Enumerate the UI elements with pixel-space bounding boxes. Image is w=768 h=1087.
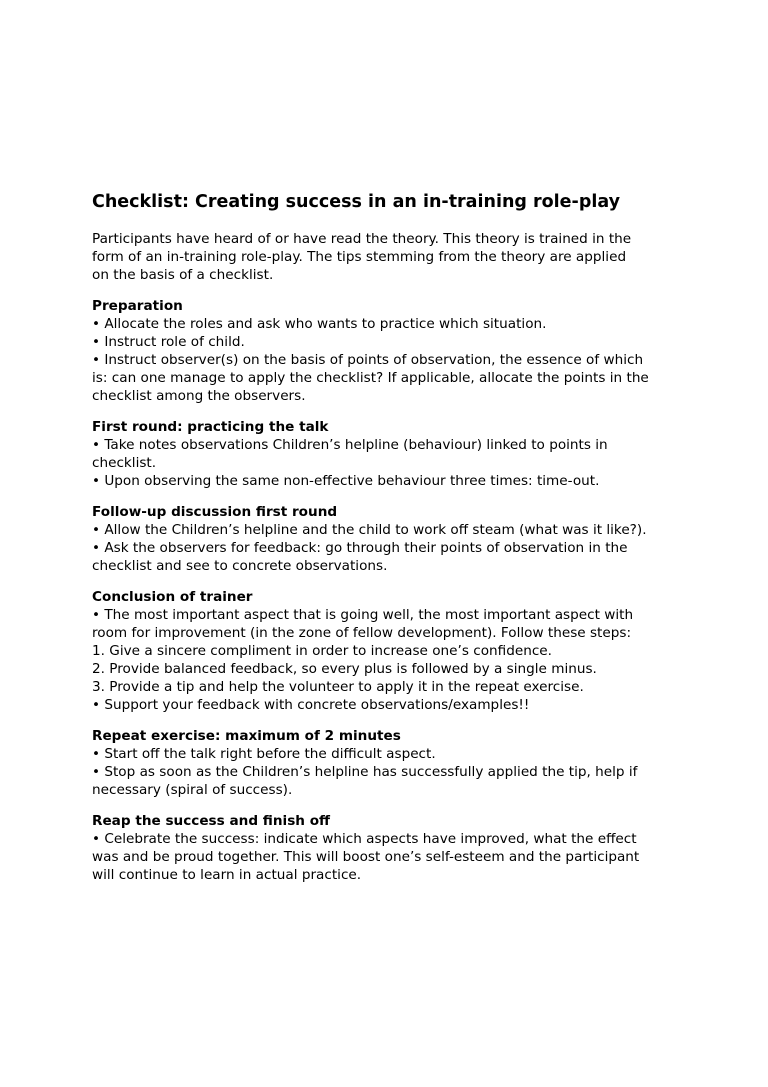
section-line: checklist. (92, 455, 157, 471)
section-line: 3. Provide a tip and help the volunteer to apply it in the repeat exercise. (92, 679, 584, 695)
section (92, 503, 692, 575)
section-line: 1. Give a sincere compliment in order to increase one’s confidence. (92, 643, 552, 659)
section-line: • Ask the observers for feedback: go through their points of observation in the (92, 540, 628, 556)
document-page (92, 192, 692, 884)
section-line: • Celebrate the success: indicate which aspects have improved, what the effect (92, 831, 637, 847)
section-line: • Take notes observations Children’s helpline (behaviour) linked to points in (92, 437, 608, 453)
section-line: checklist among the observers. (92, 388, 306, 404)
section-line: • Instruct observer(s) on the basis of points of observation, the essence of which (92, 352, 644, 368)
section-line: • Instruct role of child. (92, 334, 245, 350)
section-line: • Stop as soon as the Children’s helpline has successfully applied the tip, help if (92, 764, 638, 780)
section (92, 297, 692, 405)
section-line: • Support your feedback with concrete observations/examples!! (92, 697, 530, 713)
section-heading: Reap the success and finish off (92, 813, 331, 829)
section-line: room for improvement (in the zone of fellow development). Follow these steps: (92, 625, 632, 641)
intro-line: Participants have heard of or have read the theory. This theory is trained in the (92, 231, 632, 247)
section-line: • Start off the talk right before the difficult aspect. (92, 746, 436, 762)
section (92, 588, 692, 714)
section-line: is: can one manage to apply the checklist? If applicable, allocate the points in the (92, 370, 649, 386)
section-line: • The most important aspect that is going well, the most important aspect with (92, 607, 634, 623)
section-line: 2. Provide balanced feedback, so every plus is followed by a single minus. (92, 661, 597, 677)
section-line: will continue to learn in actual practice. (92, 867, 362, 883)
section-heading: Follow-up discussion first round (92, 504, 338, 520)
section-heading: Repeat exercise: maximum of 2 minutes (92, 728, 401, 744)
section-heading: Conclusion of trainer (92, 589, 253, 605)
section-heading: Preparation (92, 298, 183, 314)
section-line: • Allow the Children’s helpline and the child to work off steam (what was it like?). (92, 522, 647, 538)
section-line: checklist and see to concrete observations. (92, 558, 388, 574)
sections (92, 297, 692, 884)
intro-line: form of an in-training role-play. The tips stemming from the theory are applied (92, 249, 627, 265)
intro-line: on the basis of a checklist. (92, 267, 274, 283)
section (92, 812, 692, 884)
intro-paragraph (92, 230, 692, 284)
section (92, 727, 692, 799)
section (92, 418, 692, 490)
section-line: • Allocate the roles and ask who wants to practice which situation. (92, 316, 547, 332)
section-line: was and be proud together. This will boost one’s self-esteem and the participant (92, 849, 640, 865)
document-title: Checklist: Creating success in an in-training role-play (92, 192, 621, 212)
section-heading: First round: practicing the talk (92, 419, 329, 435)
section-line: necessary (spiral of success). (92, 782, 293, 798)
section-line: • Upon observing the same non-effective behaviour three times: time-out. (92, 473, 600, 489)
